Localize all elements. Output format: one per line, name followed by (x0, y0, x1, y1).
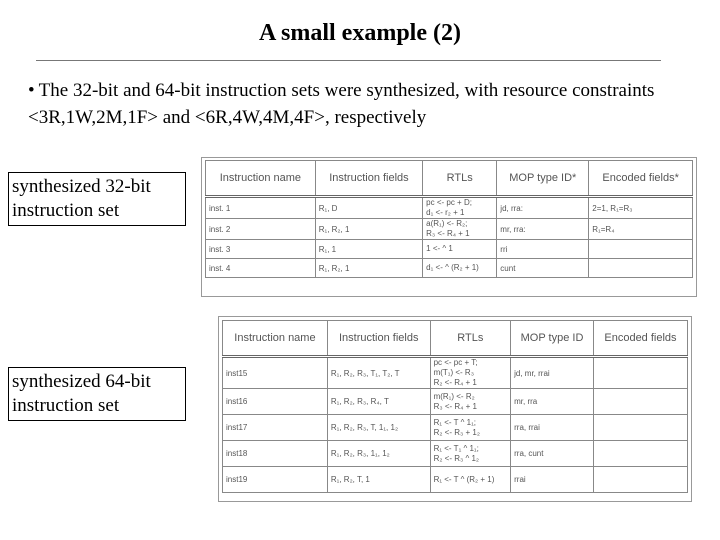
table-cell (423, 259, 497, 278)
rtl-line: R₁ <- T ^ 1₁; (433, 417, 476, 427)
rtl-line: m(T₁) <- R₃ (433, 368, 474, 377)
table-header-row (223, 321, 688, 357)
caption-32bit: synthesized 32-bit instruction set (8, 172, 186, 226)
table-cell (589, 240, 693, 259)
caption-64bit: synthesized 64-bit instruction set (8, 367, 186, 421)
table-row (223, 389, 688, 415)
rtl-line: a(R₁) <- R₂; (426, 219, 468, 228)
table-cell: rrai (511, 467, 594, 493)
bullet-paragraph (28, 77, 688, 131)
table-row (206, 240, 693, 259)
table-row (223, 441, 688, 467)
table-cell: R₁, R₂, R₃, R₄, T (327, 389, 430, 415)
table-cell (430, 467, 511, 493)
table-cell: R₁, R₂, R₃, 1₁, 1₂ (327, 441, 430, 467)
table-row (223, 415, 688, 441)
table-cell: mr, rra: (497, 219, 589, 240)
table-cell (423, 197, 497, 219)
bullet-text: The 32-bit and 64-bit instruction sets were synthesized, with resource constraints <3R,1W,2M,1F> and <6R,4W,4M,4F>, respectively (28, 80, 655, 128)
column-header: Instruction name (206, 161, 316, 197)
table-cell: R₁, R₂, T, 1 (327, 467, 430, 493)
table-cell (593, 441, 687, 467)
table-cell: inst15 (223, 357, 328, 389)
table-cell (589, 259, 693, 278)
rtl-line: 1 <- ^ 1 (426, 244, 453, 253)
table-cell: R₁, R₂, R₃, T₁, T₂, T (327, 357, 430, 389)
rtl-line: d₁ <- r₂ + 1 (426, 208, 465, 217)
table-cell (593, 467, 687, 493)
column-header: RTLs (423, 161, 497, 197)
table-cell: inst. 4 (206, 259, 316, 278)
table-row (223, 357, 688, 389)
rtl-line: R₂ <- R₄ + 1 (433, 378, 477, 387)
rtl-line: R₁ <- T ^ (R₂ + 1) (433, 474, 495, 484)
table-cell: inst19 (223, 467, 328, 493)
rtl-line: pc <- pc + D; (426, 198, 472, 207)
column-header: Instruction fields (315, 161, 422, 197)
table-64bit (222, 320, 688, 493)
table-cell: inst18 (223, 441, 328, 467)
table-cell: inst17 (223, 415, 328, 441)
rtl-line: m(R₁) <- R₂ (433, 391, 475, 401)
table-cell: inst. 2 (206, 219, 316, 240)
table-row (206, 219, 693, 240)
table-cell: inst16 (223, 389, 328, 415)
title-divider (36, 60, 661, 61)
table-cell: 2=1, R₁=R₃ (589, 197, 693, 219)
column-header: Instruction name (223, 321, 328, 357)
column-header: RTLs (430, 321, 511, 357)
rtl-line: R₂ <- R₃ + 1₂ (433, 427, 480, 437)
table-cell: rri (497, 240, 589, 259)
table-cell: R₁, R₂, 1 (315, 219, 422, 240)
table-cell (430, 441, 511, 467)
table-cell (593, 357, 687, 389)
table-cell: jd, mr, rrai (511, 357, 594, 389)
table-cell (423, 240, 497, 259)
table-cell: R₁, R₂, R₃, T, 1₁, 1₂ (327, 415, 430, 441)
table-cell: mr, rra (511, 389, 594, 415)
table-row (206, 259, 693, 278)
column-header: MOP type ID* (497, 161, 589, 197)
slide-title: A small example (2) (259, 20, 461, 46)
table-cell: inst. 1 (206, 197, 316, 219)
table-32bit (205, 160, 693, 278)
table-header-row (206, 161, 693, 197)
table-cell: R₁=R₄ (589, 219, 693, 240)
table-cell: inst. 3 (206, 240, 316, 259)
table-cell: R₁, 1 (315, 240, 422, 259)
table-cell (430, 357, 511, 389)
column-header: Instruction fields (327, 321, 430, 357)
table-cell (593, 415, 687, 441)
rtl-line: R₁ <- T₁ ^ 1₁; (433, 443, 479, 453)
rtl-line: d₁ <- ^ (R₂ + 1) (426, 263, 479, 272)
table-cell (593, 389, 687, 415)
table-cell (430, 389, 511, 415)
table-cell (430, 415, 511, 441)
table-cell (423, 219, 497, 240)
rtl-line: R₃ <- R₄ + 1 (433, 401, 477, 411)
rtl-line: R₂ <- R₃ ^ 1₂ (433, 453, 480, 463)
table-cell: rra, cunt (511, 441, 594, 467)
bullet-mark: • (28, 80, 35, 101)
table-cell: R₁, D (315, 197, 422, 219)
column-header: Encoded fields* (589, 161, 693, 197)
table-cell: R₁, R₂, 1 (315, 259, 422, 278)
rtl-line: R₃ <- R₄ + 1 (426, 229, 470, 238)
column-header: Encoded fields (593, 321, 687, 357)
rtl-line: pc <- pc + T; (433, 358, 478, 367)
column-header: MOP type ID (511, 321, 594, 357)
table-row (206, 197, 693, 219)
table-cell: cunt (497, 259, 589, 278)
table-cell: rra, rrai (511, 415, 594, 441)
table-cell: jd, rra: (497, 197, 589, 219)
table-row (223, 467, 688, 493)
